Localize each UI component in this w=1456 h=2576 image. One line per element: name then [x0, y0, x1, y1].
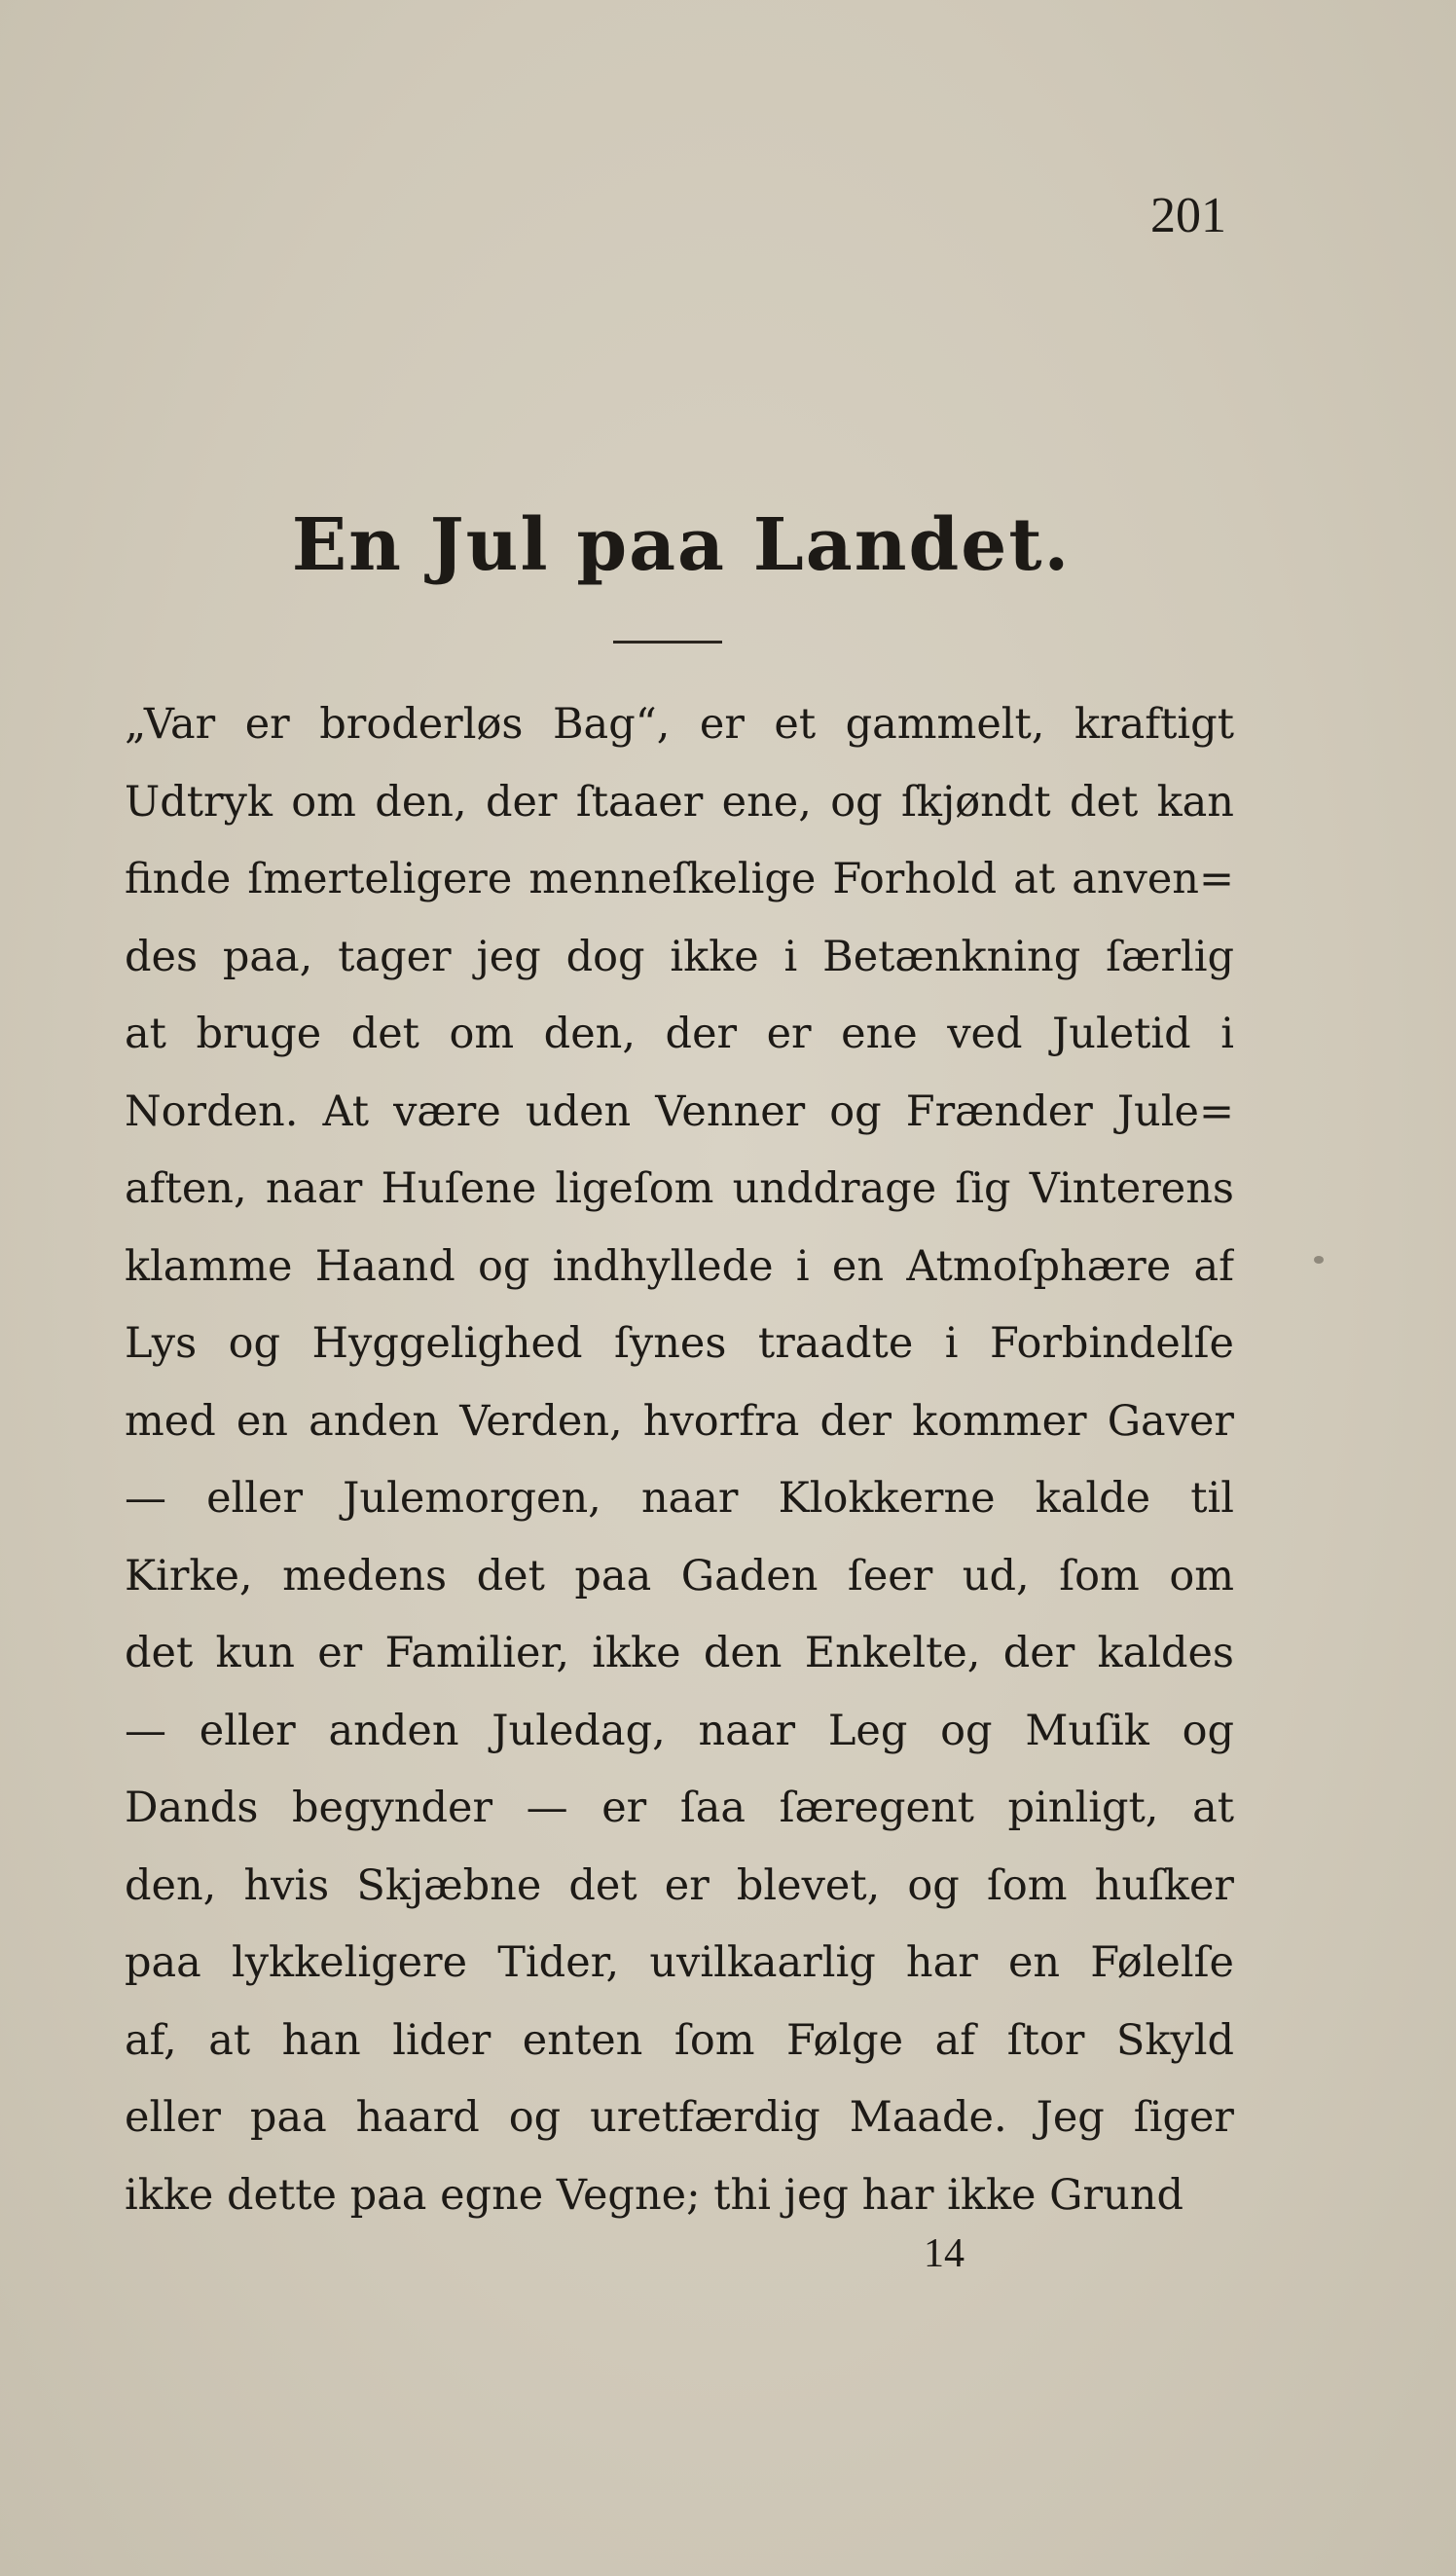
signature-mark: 14: [924, 2231, 965, 2276]
chapter-title: En Jul paa Landet.: [291, 503, 1072, 587]
text-line: ikke dette paa egne Vegne; thi jeg har ikke Grund: [125, 2170, 1183, 2220]
text-line: finde ſmerteligere menneſkelige Forhold at anven=: [125, 855, 1234, 903]
text-line: den, hvis Skjæbne det er blevet, og ſom huſker: [125, 1860, 1234, 1910]
text-line: Dands begynder — er ſaa ſæregent pinligt, at: [125, 1784, 1234, 1832]
text-line: paa lykkeligere Tider, uvilkaarlig har en Følelſe: [125, 1938, 1234, 1987]
text-line: Norden. At være uden Venner og Frænder Jule=: [125, 1086, 1234, 1136]
text-line: aften, naar Huſene ligeſom unddrage ſig Vinterens: [125, 1164, 1234, 1213]
text-line: Lys og Hyggelighed ſynes traadte i Forbindelſe: [125, 1319, 1234, 1368]
page-number: 201: [1150, 188, 1226, 243]
text-line: Udtryk om den, der ſtaaer ene, og ſkjøndt det kan: [125, 777, 1234, 827]
text-line: Kirke, medens det paa Gaden ſeer ud, ſom om: [125, 1551, 1234, 1601]
text-line: at bruge det om den, der er ene ved Juletid i: [125, 1010, 1234, 1058]
text-line: des paa, tager jeg dog ikke i Betænkning ſærlig: [125, 932, 1234, 981]
body-text: [125, 686, 1234, 2234]
text-line: — eller anden Juledag, naar Leg og Muſik og: [125, 1706, 1234, 1755]
text-line: af, at han lider enten ſom Følge af ſtor Skyld: [125, 2015, 1234, 2065]
show-through-text: [321, 292, 1246, 701]
text-line: med en anden Verden, hvorfra der kommer Gaver: [125, 1396, 1234, 1446]
text-line: „Var er broderløs Bag“, er et gammelt, kraftigt: [125, 700, 1234, 749]
paper-speck: [1314, 1256, 1324, 1264]
text-line: klamme Haand og indhyllede i en Atmoſphære af: [125, 1241, 1234, 1291]
text-line: — eller Julemorgen, naar Klokkerne kalde til: [125, 1474, 1234, 1523]
text-line: det kun er Familier, ikke den Enkelte, der kaldes: [125, 1629, 1234, 1677]
text-line: eller paa haard og uretfærdig Maade. Jeg ſiger: [125, 2093, 1234, 2142]
title-rule: [613, 641, 722, 644]
